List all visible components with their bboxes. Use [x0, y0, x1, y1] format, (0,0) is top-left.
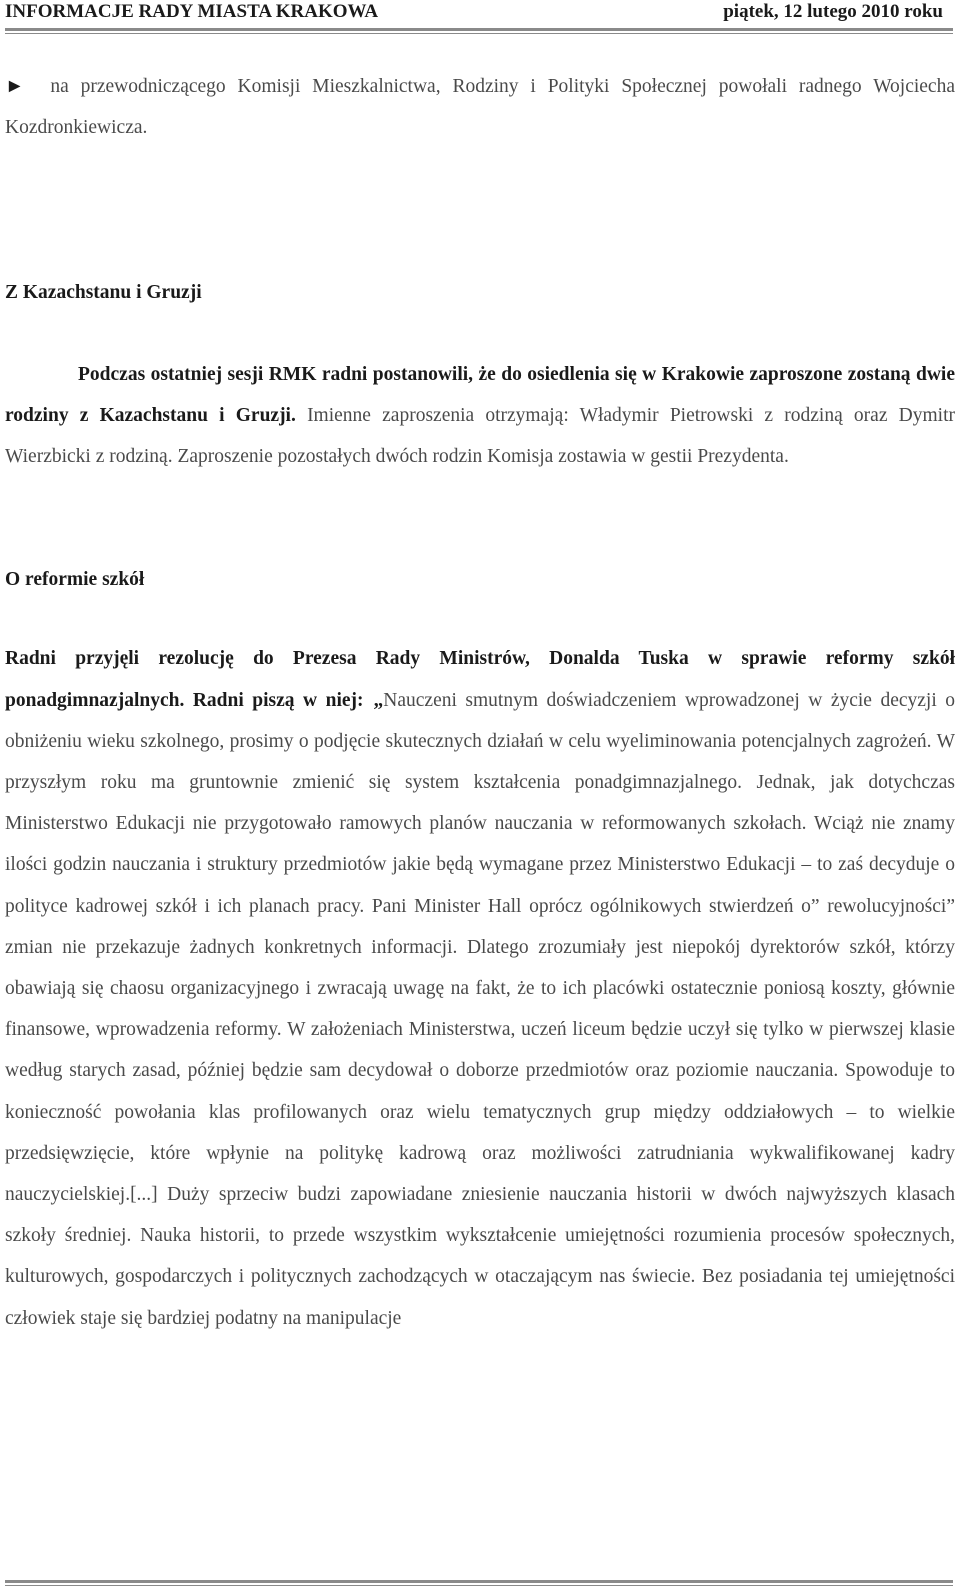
bullet-arrow-icon: ►: [5, 76, 25, 97]
footer-rule: [5, 1580, 953, 1583]
paragraph-kazachstan: [5, 354, 955, 478]
bullet-text: na przewodniczącego Komisji Mieszkalnictwa, Rodziny i Polityki Społecznej powołali radnego Wojciecha Kozdronkiewicza.: [5, 76, 955, 139]
lead-reforma: Radni przyjęli rezolucję do Prezesa Rady Ministrów, Donalda Tuska w sprawie reformy szkół ponadgimnazjalnych. Radni piszą w niej:: [5, 648, 955, 711]
publication-date: piątek, 12 lutego 2010 roku: [723, 1, 943, 22]
page-header: [5, 0, 953, 26]
article-body: [5, 66, 955, 1339]
body-reforma: Nauczeni smutnym doświadczeniem wprowadzonej w życie decyzji o obniżeniu wieku szkolnego, prosimy o podjęcie skutecznych działań w celu wyeliminowania potencjalnych zagrożeń. W przyszłym roku ma gruntownie zmienić się system kształcenia ponadgimnazjalnego. Jednak, jak dotychczas Ministerstwo Edukacji nie przygotowało ramowych planów nauczania w reformowanych szkołach. Wciąż nie znamy ilości godzin nauczania i struktury przedmiotów jakie będą wymagane przez Ministerstwo Edukacji – to zaś decyduje o polityce kadrowej szkół i ich planach pracy. Pani Minister Hall oprócz ogólnikowych stwierdzeń o” rewolucyjności” zmian nie przekazuje żadnych konkretnych informacji. Dlatego zrozumiały jest niepokój dyrektorów szkół, którzy obawiają się chaosu organizacyjnego i zwracają uwagę na fakt, że to ich placówki ostatecznie poniosą koszty, głównie finansowe, wprowadzenia reformy. W założeniach Ministerstwa, uczeń liceum będzie uczył się tylko w pierwszej klasie według starych zasad, później będzie sam decydował o doborze przedmiotów oraz poziomie nauczania. Spowoduje to konieczność powołania klas profilowanych oraz wielu tematycznych grup między oddziałowych – to wielkie przedsięwzięcie, które wpłynie na politykę kadrową oraz możliwości zatrudniania wykwalifikowanej kadry nauczycielskiej.[...] Duży sprzeciw budzi zapowiadane zniesienie nauczania historii w dwóch najwyższych klasach szkoły średniej. Nauka historii, to przede wszystkim wykształcenie umiejętności rozumienia procesów społecznych, kulturowych, gospodarczych i politycznych zachodzących w otaczającym nas świecie. Bez posiadania tej umiejętności człowiek staje się bardziej podatny na manipulacje: [5, 689, 956, 1329]
footer-rule-thin: [5, 1585, 953, 1586]
body-kazachstan: Imienne zaproszenia otrzymają: Władymir Pietrowski z rodziną oraz Dymitr Wierzbicki z rodziną. Zaproszenie pozostałych dwóch rodzin Komisja zostawia w gestii Prezydenta.: [5, 404, 956, 468]
paragraph-reforma: [5, 638, 955, 1338]
heading-reforma: O reformie szkół: [5, 569, 145, 591]
header-rule: [5, 28, 953, 31]
bullet-paragraph: [5, 66, 955, 148]
heading-kazachstan: Z Kazachstanu i Gruzji: [5, 282, 202, 304]
lead-kazachstan: Podczas ostatniej sesji RMK radni postanowili, że do osiedlenia się w Krakowie zaproszone zostaną dwie rodziny z Kazachstanu i Gruzji.: [5, 363, 955, 426]
header-rule-thin: [5, 33, 953, 34]
publication-title: INFORMACJE RADY MIASTA KRAKOWA: [5, 1, 379, 22]
quote-mark: „: [373, 689, 384, 711]
